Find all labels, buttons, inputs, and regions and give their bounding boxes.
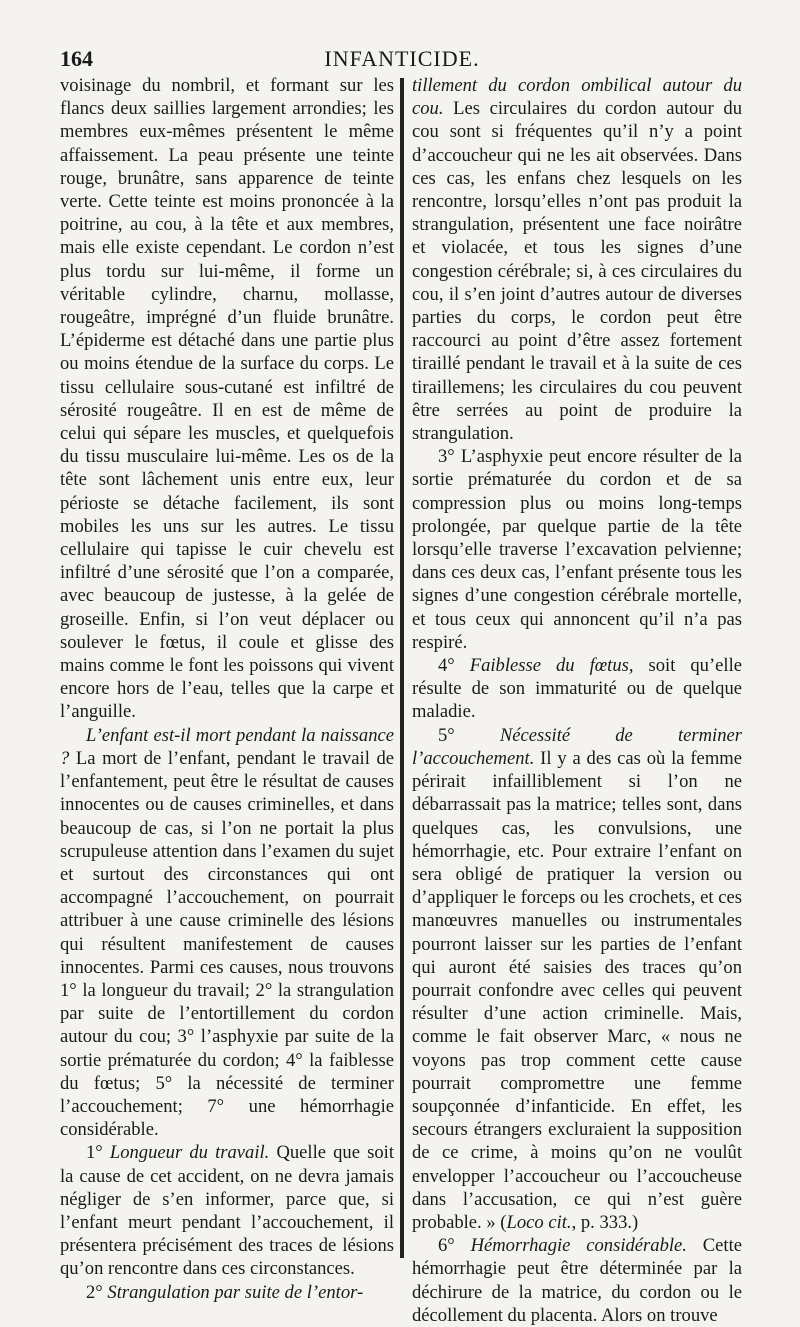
section-heading-labour-length: Longueur du travail. [109,1142,270,1164]
paragraph-death-during-birth [60,724,394,1142]
section-heading-strangulation-cont: tillement du cordon ombilical autour du cou. [412,75,742,120]
paragraph-hemorrhage [412,1234,742,1327]
page-header [60,46,744,74]
section-heading-death-during-birth: L’enfant est-il mort pendant la naissance ? [60,724,394,769]
item-number: 1° [86,1142,110,1164]
paragraph-text: Les circulaires du cordon autour du cou sont si fréquentes qu’il n’y a point d’accoucheur qui ne les ait observées. Dans ces cas, les enfans chez lesquels on les rencontre, lorsqu’elles n’ont pas produit la strangulation, présentent une face noirâtre et violacée, et tous les signes d’une congestion cérébrale; si, à ces circulaires du cou, il s’en joint d’autres autour de diverses parties du corps, le cordon peut être raccourci au point d’être assez fortement tiraillé pendant le travail et à la suite de ces tiraillemens; les circulaires du cou peuvent être serrées au point de produire la strangulation. [412,98,742,445]
section-heading-hemorrhage: Hémorrhagie considérable. [470,1235,687,1257]
paragraph-labour-length [60,1141,394,1280]
page-number: 164 [60,46,93,71]
right-column [412,74,742,1327]
section-heading-strangulation: Strangulation par suite de l’entor- [107,1281,364,1303]
item-number: 4° [438,655,470,677]
paragraph-text: , soit qu’elle résulte de son immaturité ou de quelque maladie. [412,655,742,723]
paragraph-strangulation-start [60,1281,394,1304]
column-divider [400,78,404,1258]
paragraph-strangulation-cont [412,74,742,445]
paragraph-text: La mort de l’enfant, pendant le travail de l’enfantement, peut être le résultat de causes innocentes ou de causes criminelles, et dans beaucoup de cas, si l’on ne portait la plus scrupuleuse attention dans l’examen du sujet et surtout des circonstances qui ont accompagné l’accouchement, on pourrait attribuer à une cause criminelle des lésions qui résultent manifestement de causes innocentes. Parmi ces causes, nous trouvons 1° la longueur du travail; 2° la strangulation par suite de l’entortillement du cordon autour du cou; 3° l’asphyxie par suite de la sortie prématurée du cordon; 4° la faiblesse du fœtus; 5° la nécessité de terminer l’accouchement; 7° une hémorrhagie considérable. [60,747,394,1141]
running-title: INFANTICIDE. [324,46,480,71]
item-number: 6° [438,1235,471,1257]
left-column [60,74,394,1304]
paragraph-terminate-delivery [412,724,742,1234]
section-heading-terminate-delivery: Nécessité de terminer l’accouchement. [412,724,742,769]
paragraph-putrefaction: voisinage du nombril, et formant sur les flancs deux saillies largement arrondies; les membres eux-mêmes présentent le même affaissement. La peau présente une teinte rouge, brunâtre, sans apparence de teinte verte. Cette teinte est moins prononcée à la poitrine, au cou, à la tête et aux membres, mais elle existe cependant. Le cordon n’est plus tordu sur lui-même, il forme un véritable cylindre, charnu, mollasse, rougeâtre, imprégné d’un fluide brunâtre. L’épiderme est détaché dans une partie plus ou moins étendue de la surface du corps. Le tissu cellulaire sous-cutané est infiltré de sérosité rougeâtre. Il en est de même de celui qui sépare les muscles, et quelquefois du tissu musculaire lui-même. Les os de la tête sont lâchement unis entre eux, leur périoste se détache facilement, ils sont mobiles les uns sur les autres. Le tissu cellulaire qui tapisse le cuir chevelu est infiltré d’une sérosité que l’on a comparée, avec beaucoup de justesse, à la gelée de groseille. Enfin, si l’on veut déplacer ou soulever le fœtus, il coule et glisse des mains comme le font les poissons qui vivent encore hors de l’eau, telles que la carpe et l’anguille. [60,75,394,723]
paragraph-text: Il y a des cas où la femme périrait infailliblement si l’on ne débarrassait pas la matrice; telles sont, dans quelques cas, les convulsions, une hémorrhagie, etc. Pour extraire l’enfant on sera obligé de pratiquer la version ou d’appliquer le forceps ou les crochets, et ces manœuvres manuelles ou instrumentales pourront laisser sur les parties de l’enfant qui auront été saisies des traces qu’on pourrait confondre avec celles qui peuvent résulter d’une action criminelle. Mais, comme le fait observer Marc, « nous ne voyons pas trop comment cette cause pourrait compromettre une femme soupçonnée d’infanticide. En effet, les secours étrangers excluraient la supposition de ce crime, à moins qu’on ne voulût envelopper l’accoucheur ou l’accoucheuse dans l’accusation, ce qui n’est guère probable. » ( [412,747,742,1233]
paragraph-fetal-weakness [412,654,742,724]
paragraph-text: , p. 333.) [571,1211,639,1233]
paragraph-asphyxia: 3° L’asphyxie peut encore résulter de la sortie prématurée du cordon et de sa compression plus ou moins long-temps prolongée, par quelque partie de la tête lorsqu’elle traverse l’excavation pelvienne; dans ces deux cas, l’enfant présente tous les signes d’une congestion cérébrale mortelle, et tous ceux qui annoncent qu’il n’a pas respiré. [412,446,742,653]
paragraph-text: Quelle que soit la cause de cet accident, on ne devra jamais négliger de s’en informer, parce que, si l’enfant meurt pendant l’accouchement, il présentera précisément des traces de lésions qu’on rencontre dans ces circonstances. [60,1142,394,1280]
item-number: 5° [438,724,500,746]
paragraph-text: Cette hémorrhagie peut être déterminée par la déchirure de la matrice, du cordon ou le décollement du placenta. Alors on trouve [412,1235,742,1326]
citation: Loco cit. [506,1211,572,1233]
section-heading-fetal-weakness: Faiblesse du fœtus [469,655,629,677]
item-number: 2° [86,1281,108,1303]
